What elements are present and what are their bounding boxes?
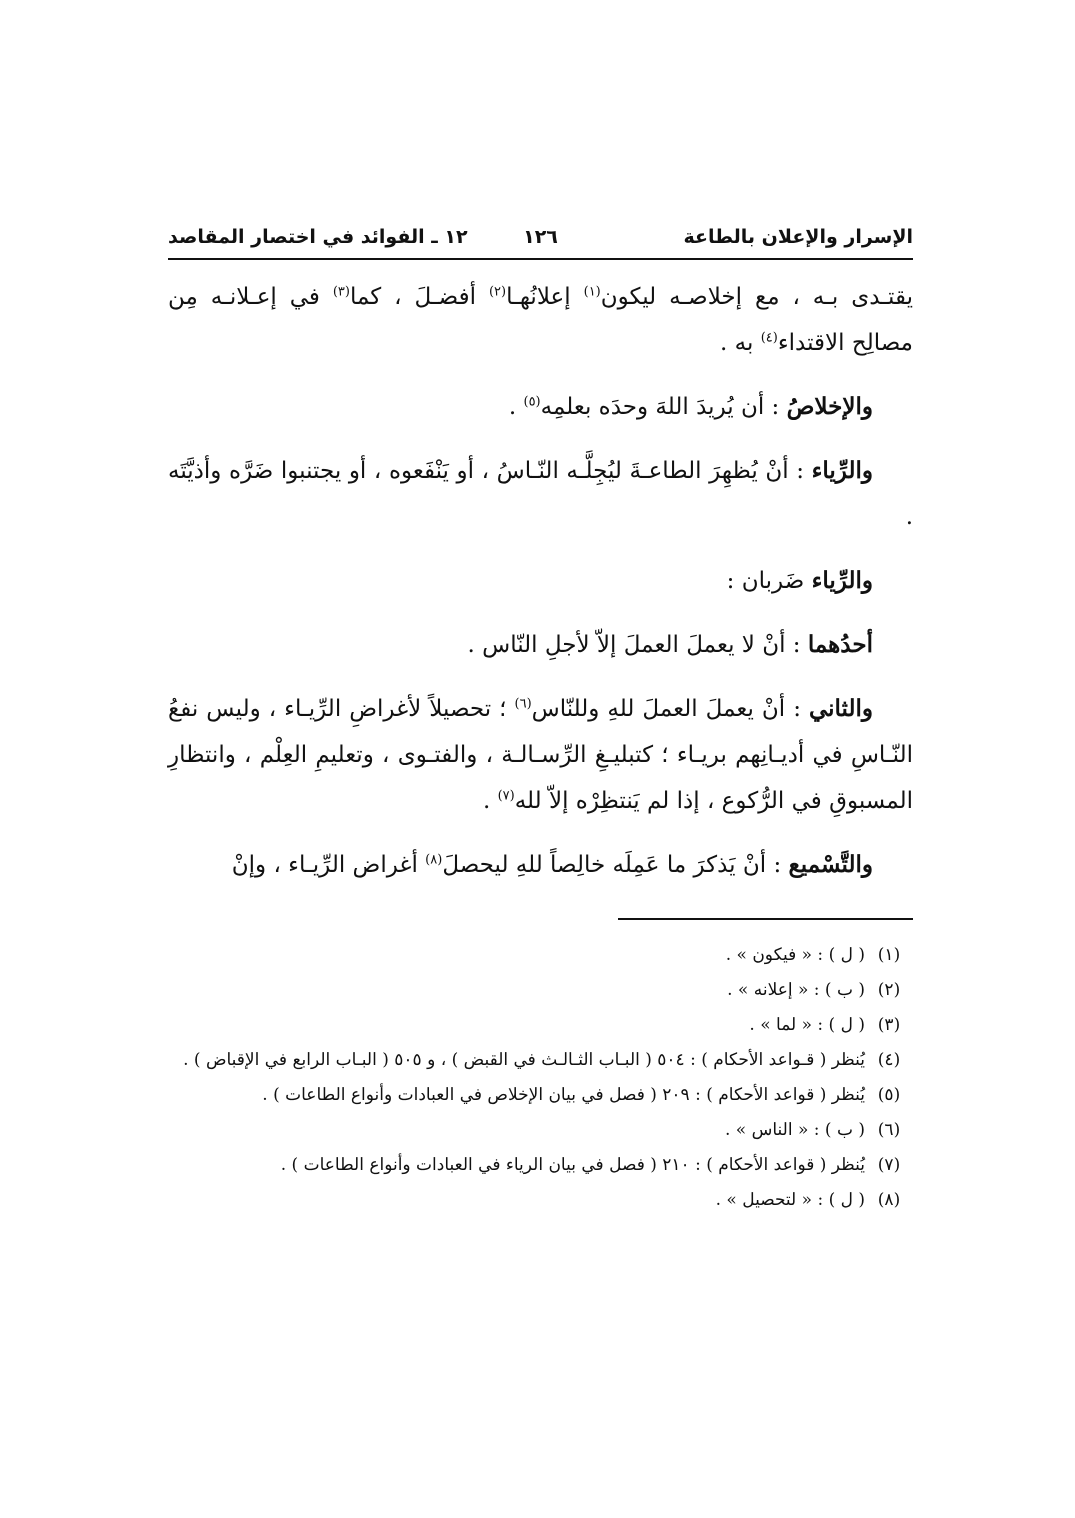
- main-text: [168, 274, 913, 888]
- footnote-text: ( ل ) : « لتحصيل » .: [715, 1190, 865, 1210]
- footnote-number: (٧): [877, 1155, 901, 1175]
- text-run: ؛ تحصيلاً لأغراضِ الرِّيـاء ، وليس نفعُ النّـاسِ في أديـانِهم بريـاء ؛ كتبليـغِ الرِّسـالـة ، والفتـوى ، وتعليمِ العِلْم ، وانتظارِ المسبوقِ في الرُّكوع ، إذا لم يَنتظِرْه إلاّ لله: [168, 696, 913, 814]
- footnote-text: ( ل ) : « فيكون » .: [725, 945, 865, 965]
- text-run: : أنْ يَذكرَ ما عَمِلَه خالِصاً للهِ ليحصلَ: [442, 852, 789, 878]
- defined-term: أحدُهما: [807, 631, 873, 658]
- paragraph-1: [168, 274, 913, 366]
- paragraph-second-type: [168, 686, 913, 824]
- header-chapter-title: الإسرار والإعلان بالطاعة: [683, 226, 913, 248]
- footnote-number: (٢): [877, 980, 901, 1000]
- footnote-item: [168, 1148, 913, 1183]
- footnote-text: ( ب ) : « الناس » .: [725, 1120, 865, 1140]
- defined-term: والرِّياء: [811, 457, 873, 484]
- footnote-text: يُنظر ( قواعد الأحكام ) : ٢٠٩ ( فصل في بيان الإخلاص في العبادات وأنواع الطاعات ) .: [262, 1085, 865, 1105]
- footnote-ref-7: (٧): [497, 788, 515, 804]
- running-header: [168, 222, 913, 258]
- footnotes: [168, 938, 913, 1218]
- footnote-ref-2: (٢): [488, 284, 507, 300]
- footnote-ref-1: (١): [583, 284, 601, 300]
- text-run: أغراض الرِّيـاء ، وإنْ: [231, 852, 426, 878]
- text-run: : أنْ لا يعملَ العملَ إلاّ لأجلِ النّاس .: [467, 632, 808, 658]
- footnote-number: (٦): [877, 1120, 901, 1140]
- text-run: .: [508, 394, 524, 420]
- header-rule: [168, 258, 913, 260]
- page-number: ١٢٦: [523, 226, 558, 248]
- header-book-title: ١٢ ـ الفوائد في اختصار المقاصد: [168, 226, 468, 248]
- footnote-ref-3: (٣): [332, 284, 350, 300]
- text-run: : أنْ يُظهِرَ الطاعـةَ ليُجِلَّـه النّـاسُ ، أو يَنْفَعوه ، أو يجتنبوا ضَرَّه وأذيَّتَه .: [168, 458, 913, 530]
- footnote-text: ( ل ) : « لما » .: [749, 1015, 865, 1035]
- footnote-item: [168, 973, 913, 1008]
- paragraph-riya: [168, 448, 913, 540]
- footnote-item: [168, 1008, 913, 1043]
- text-run: ضَربان :: [726, 568, 812, 594]
- text-run: في إعـلانـه مِن مصالِح الاقتداء: [168, 284, 913, 356]
- text-run: يقتـدى بـه ، مع إخلاصـه ليكون: [600, 284, 913, 310]
- defined-term: والثاني: [808, 695, 873, 722]
- footnote-item: [168, 1043, 913, 1078]
- defined-term: والإخلاصُ: [786, 393, 873, 420]
- text-run: به .: [720, 330, 761, 356]
- footnote-item: [168, 1183, 913, 1218]
- footnote-item: [168, 938, 913, 973]
- text-run: : أنْ يعملَ العملَ للهِ وللنّاس: [531, 696, 809, 722]
- footnote-item: [168, 1078, 913, 1113]
- text-run: أفضـلَ ، كما: [349, 284, 489, 310]
- defined-term: والرِّياء: [811, 567, 873, 594]
- footnote-ref-8: (٨): [425, 852, 443, 868]
- defined-term: والتَّسْميع: [788, 851, 873, 878]
- paragraph-riya-types: [168, 558, 913, 604]
- footnote-item: [168, 1113, 913, 1148]
- footnote-ref-6: (٦): [514, 696, 532, 712]
- footnote-number: (٥): [877, 1085, 901, 1105]
- footnote-number: (٣): [877, 1015, 901, 1035]
- footnote-number: (٤): [877, 1050, 901, 1070]
- paragraph-tasmi: [168, 842, 913, 888]
- paragraph-ikhlas: [168, 384, 913, 430]
- footnote-ref-4: (٤): [760, 330, 778, 346]
- footnote-ref-5: (٥): [523, 394, 541, 410]
- footnote-text: ( ب ) : « إعلانه » .: [727, 980, 865, 1000]
- paragraph-first-type: [168, 622, 913, 668]
- text-run: .: [482, 788, 498, 814]
- footnote-number: (٨): [877, 1190, 901, 1210]
- footnote-text: يُنظر ( قـواعد الأحكام ) : ٥٠٤ ( البـاب الثـالـث في القبض ) ، و ٥٠٥ ( البـاب الرابع في الإقباض ) .: [183, 1050, 865, 1070]
- footnote-number: (١): [877, 945, 901, 965]
- footnote-separator: [618, 918, 913, 920]
- footnote-text: يُنظر ( قواعد الأحكام ) : ٢١٠ ( فصل في بيان الرياء في العبادات وأنواع الطاعات ) .: [280, 1155, 865, 1175]
- text-run: إعلانُهـا: [506, 284, 584, 310]
- book-page: [168, 222, 913, 1218]
- text-run: : أن يُريدَ اللهَ وحدَه بعلمِه: [540, 394, 787, 420]
